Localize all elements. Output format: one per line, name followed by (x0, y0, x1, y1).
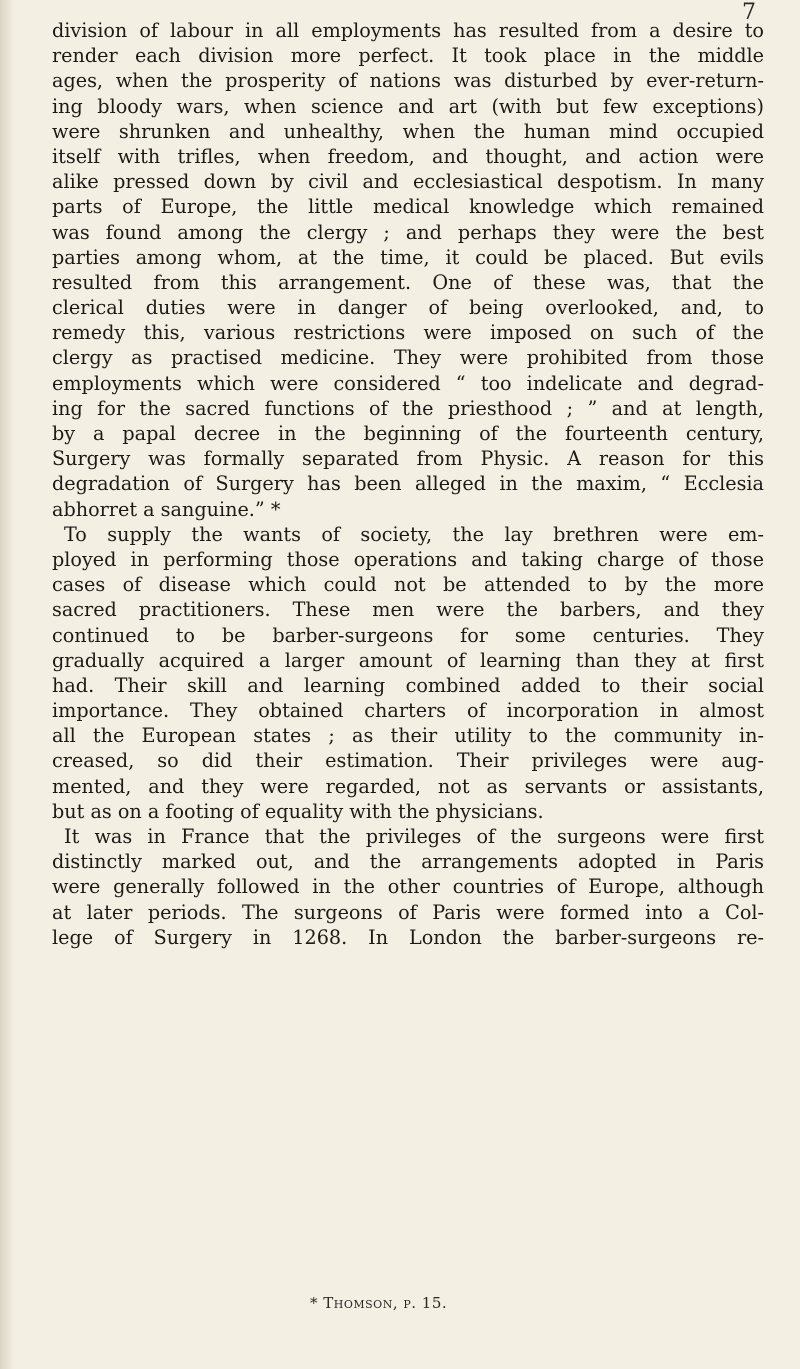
text-line: abhorret a sanguine.” * (52, 497, 281, 521)
text-line: continued to be barber-surgeons for some centuries. They (52, 623, 764, 647)
text-line: ing bloody wars, when science and art (with but few exceptions) (52, 94, 764, 118)
text-line: gradually acquired a larger amount of learning than they at first (52, 648, 764, 672)
text-line: employments which were considered “ too indelicate and degrad- (52, 371, 764, 395)
text-line: division of labour in all employments has resulted from a desire to (52, 19, 764, 42)
text-line: alike pressed down by civil and ecclesiastical despotism. In many (52, 170, 764, 194)
page-number: 7 (742, 0, 756, 25)
text-line: parties among whom, at the time, it could be placed. But evils (52, 245, 764, 269)
page-edge-shadow (0, 0, 14, 1369)
text-line: parts of Europe, the little medical knowledge which remained (52, 195, 764, 219)
text-line: clerical duties were in danger of being overlooked, and, to (52, 296, 764, 320)
text-line: ing for the sacred functions of the priesthood ; ” and at length, (52, 396, 764, 420)
text-line: at later periods. The surgeons of Paris were formed into a Col- (52, 900, 764, 924)
text-line: but as on a footing of equality with the physicians. (52, 799, 544, 823)
text-line: Surgery was formally separated from Physic. A reason for this (52, 447, 764, 471)
text-line: cases of disease which could not be attended to by the more (52, 573, 764, 597)
text-line: creased, so did their estimation. Their privileges were aug- (52, 749, 764, 773)
footnote: * Thomson, p. 15. (310, 1294, 448, 1312)
text-line: clergy as practised medicine. They were prohibited from those (52, 346, 764, 370)
text-line: ages, when the prosperity of nations was disturbed by ever-return- (52, 69, 764, 93)
text-line: It was in France that the privileges of the surgeons were first (64, 825, 764, 848)
text-line: were generally followed in the other countries of Europe, although (52, 875, 764, 899)
text-line: degradation of Surgery has been alleged in the maxim, “ Ecclesia (52, 472, 764, 496)
text-line: resulted from this arrangement. One of these was, that the (52, 270, 764, 294)
text-line: To supply the wants of society, the lay brethren were em- (64, 522, 764, 546)
text-line: all the European states ; as their utility to the community in- (52, 724, 764, 748)
text-line: had. Their skill and learning combined added to their social (52, 673, 764, 697)
text-line: sacred practitioners. These men were the barbers, and they (52, 598, 764, 622)
text-line: render each division more perfect. It took place in the middle (52, 44, 764, 68)
text-line: mented, and they were regarded, not as servants or assistants, (52, 774, 764, 798)
text-line: distinctly marked out, and the arrangements adopted in Paris (52, 850, 764, 874)
text-line: importance. They obtained charters of incorporation in almost (52, 699, 764, 723)
text-line: were shrunken and unhealthy, when the human mind occupied (52, 119, 764, 143)
text-line: ployed in performing those operations and taking charge of those (52, 547, 764, 571)
text-line: itself with trifles, when freedom, and thought, and action were (52, 144, 764, 168)
text-line: was found among the clergy ; and perhaps they were the best (52, 220, 764, 244)
text-line: remedy this, various restrictions were imposed on such of the (52, 321, 764, 345)
body-text (52, 18, 764, 950)
text-line: by a papal decree in the beginning of the fourteenth century, (52, 422, 764, 445)
text-line: lege of Surgery in 1268. In London the barber-surgeons re- (52, 925, 764, 949)
